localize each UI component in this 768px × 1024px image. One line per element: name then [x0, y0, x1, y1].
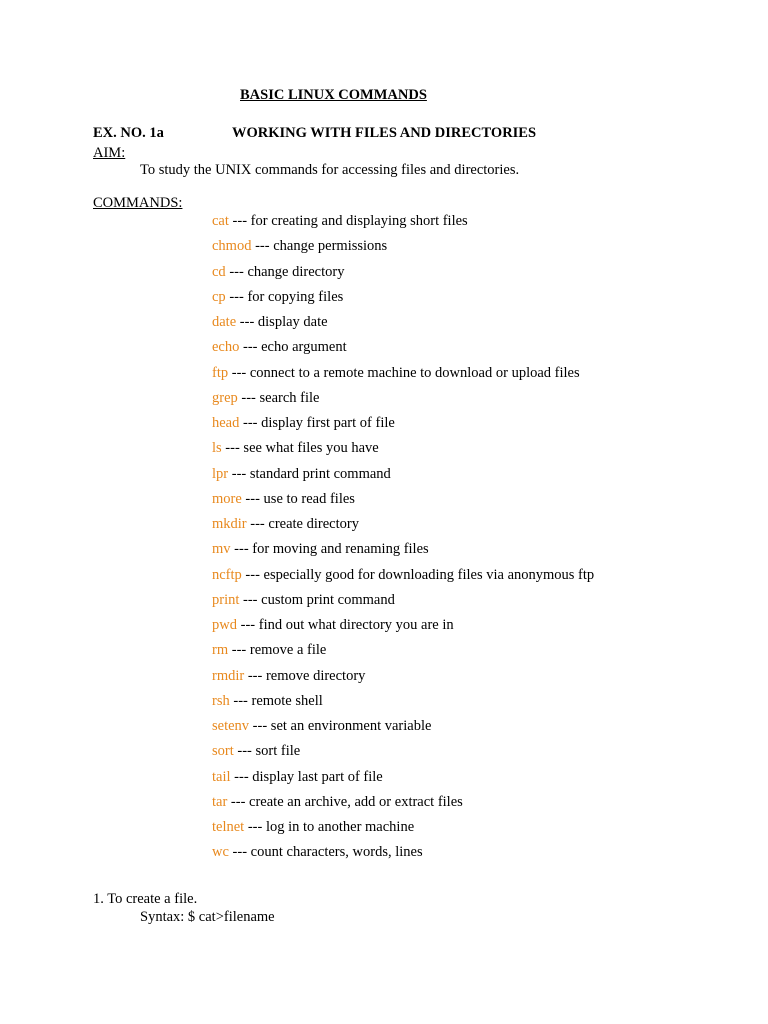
command-description: display date — [257, 314, 328, 330]
command-separator: --- — [225, 288, 248, 305]
command-separator: --- — [225, 263, 248, 280]
command-description: display first part of file — [261, 415, 395, 431]
command-separator: --- — [228, 213, 251, 229]
command-item — [212, 717, 594, 742]
command-item — [212, 667, 594, 692]
command-separator: --- — [237, 389, 260, 406]
command-name: ncftp — [212, 566, 242, 583]
command-item — [212, 768, 594, 793]
command-name: cd — [212, 263, 226, 280]
command-description: log in to another machine — [265, 819, 415, 835]
command-description: sort file — [255, 743, 301, 760]
command-description: change directory — [247, 263, 345, 280]
command-separator: --- — [228, 642, 250, 659]
command-name: rmdir — [212, 667, 245, 684]
command-separator: --- — [246, 516, 269, 532]
command-item — [212, 641, 594, 666]
command-item — [212, 566, 594, 591]
command-name: cp — [212, 288, 226, 305]
command-description: see what files you have — [243, 440, 379, 457]
command-name: wc — [212, 844, 229, 861]
command-item — [212, 237, 594, 262]
command-separator: --- — [233, 743, 256, 760]
command-separator: --- — [236, 617, 259, 633]
command-item — [212, 465, 594, 490]
command-item — [212, 389, 594, 414]
command-separator: --- — [229, 692, 252, 709]
commands-label: COMMANDS: — [93, 195, 183, 211]
command-separator: --- — [251, 238, 274, 255]
command-item — [212, 515, 594, 540]
command-separator: --- — [221, 440, 244, 457]
command-name: echo — [212, 339, 240, 356]
command-item — [212, 313, 594, 338]
command-separator: --- — [230, 541, 253, 558]
command-name: tail — [212, 768, 231, 785]
command-separator: --- — [227, 793, 250, 810]
command-separator: --- — [239, 591, 262, 608]
command-separator: --- — [244, 819, 266, 835]
command-description: display last part of file — [252, 768, 383, 785]
command-name: pwd — [212, 617, 237, 633]
command-item — [212, 692, 594, 717]
command-description: echo argument — [261, 339, 347, 356]
command-name: telnet — [212, 819, 245, 835]
command-separator: --- — [241, 566, 264, 583]
command-name: rm — [212, 642, 229, 659]
command-name: ls — [212, 440, 222, 457]
command-name: mkdir — [212, 516, 247, 532]
aim-label: AIM: — [93, 145, 126, 161]
command-item — [212, 591, 594, 616]
command-description: connect to a remote machine to download or upload files — [249, 364, 580, 381]
command-description: remove a file — [249, 642, 327, 659]
command-description: create an archive, add or extract files — [249, 793, 463, 810]
command-item — [212, 288, 594, 313]
command-description: search file — [259, 389, 320, 406]
command-name: sort — [212, 743, 234, 760]
command-description: find out what directory you are in — [258, 617, 454, 633]
command-item — [212, 616, 594, 641]
command-separator: --- — [241, 490, 264, 507]
command-name: setenv — [212, 718, 250, 734]
exercise-number: EX. NO. 1a — [93, 125, 164, 141]
command-item — [212, 490, 594, 515]
command-name: head — [212, 415, 240, 431]
command-item — [212, 364, 594, 389]
command-item — [212, 212, 594, 237]
step-1-heading: 1. To create a file. — [93, 891, 198, 907]
command-description: count characters, words, lines — [250, 844, 423, 861]
command-name: rsh — [212, 692, 230, 709]
command-item — [212, 540, 594, 565]
command-separator: --- — [236, 314, 258, 330]
command-item — [212, 793, 594, 818]
command-description: especially good for downloading files via anonymous ftp — [263, 566, 595, 583]
page-title: BASIC LINUX COMMANDS — [240, 87, 427, 103]
command-name: cat — [212, 213, 229, 229]
command-item — [212, 263, 594, 288]
exercise-title: WORKING WITH FILES AND DIRECTORIES — [232, 125, 537, 141]
command-separator: --- — [239, 339, 262, 356]
command-description: use to read files — [263, 490, 355, 507]
aim-text: To study the UNIX commands for accessing files and directories. — [140, 162, 520, 178]
command-description: for copying files — [247, 288, 344, 305]
command-name: more — [212, 490, 242, 507]
command-description: create directory — [268, 516, 359, 532]
command-item — [212, 414, 594, 439]
command-item — [212, 818, 594, 843]
command-separator: --- — [228, 465, 250, 482]
command-description: remote shell — [251, 692, 323, 709]
command-name: mv — [212, 541, 231, 558]
command-description: custom print command — [261, 591, 395, 608]
command-name: ftp — [212, 364, 229, 381]
command-separator: --- — [239, 415, 262, 431]
command-name: tar — [212, 793, 228, 810]
command-name: lpr — [212, 465, 229, 482]
step-1-syntax: Syntax: $ cat>filename — [140, 909, 275, 925]
command-description: for moving and renaming files — [252, 541, 429, 558]
command-item — [212, 439, 594, 464]
command-name: chmod — [212, 238, 252, 255]
command-description: remove directory — [265, 667, 366, 684]
command-name: date — [212, 314, 237, 330]
command-item — [212, 742, 594, 767]
command-item — [212, 338, 594, 363]
command-description: set an environment variable — [270, 718, 432, 734]
command-description: standard print command — [249, 465, 391, 482]
command-name: print — [212, 591, 240, 608]
command-separator: --- — [244, 667, 266, 684]
command-separator: --- — [249, 718, 271, 734]
command-separator: --- — [230, 768, 253, 785]
command-item — [212, 843, 594, 868]
command-list — [212, 212, 594, 869]
command-description: change permissions — [273, 238, 388, 255]
command-description: for creating and displaying short files — [250, 213, 468, 229]
command-name: grep — [212, 389, 238, 406]
command-separator: --- — [228, 364, 250, 381]
command-separator: --- — [228, 844, 251, 861]
